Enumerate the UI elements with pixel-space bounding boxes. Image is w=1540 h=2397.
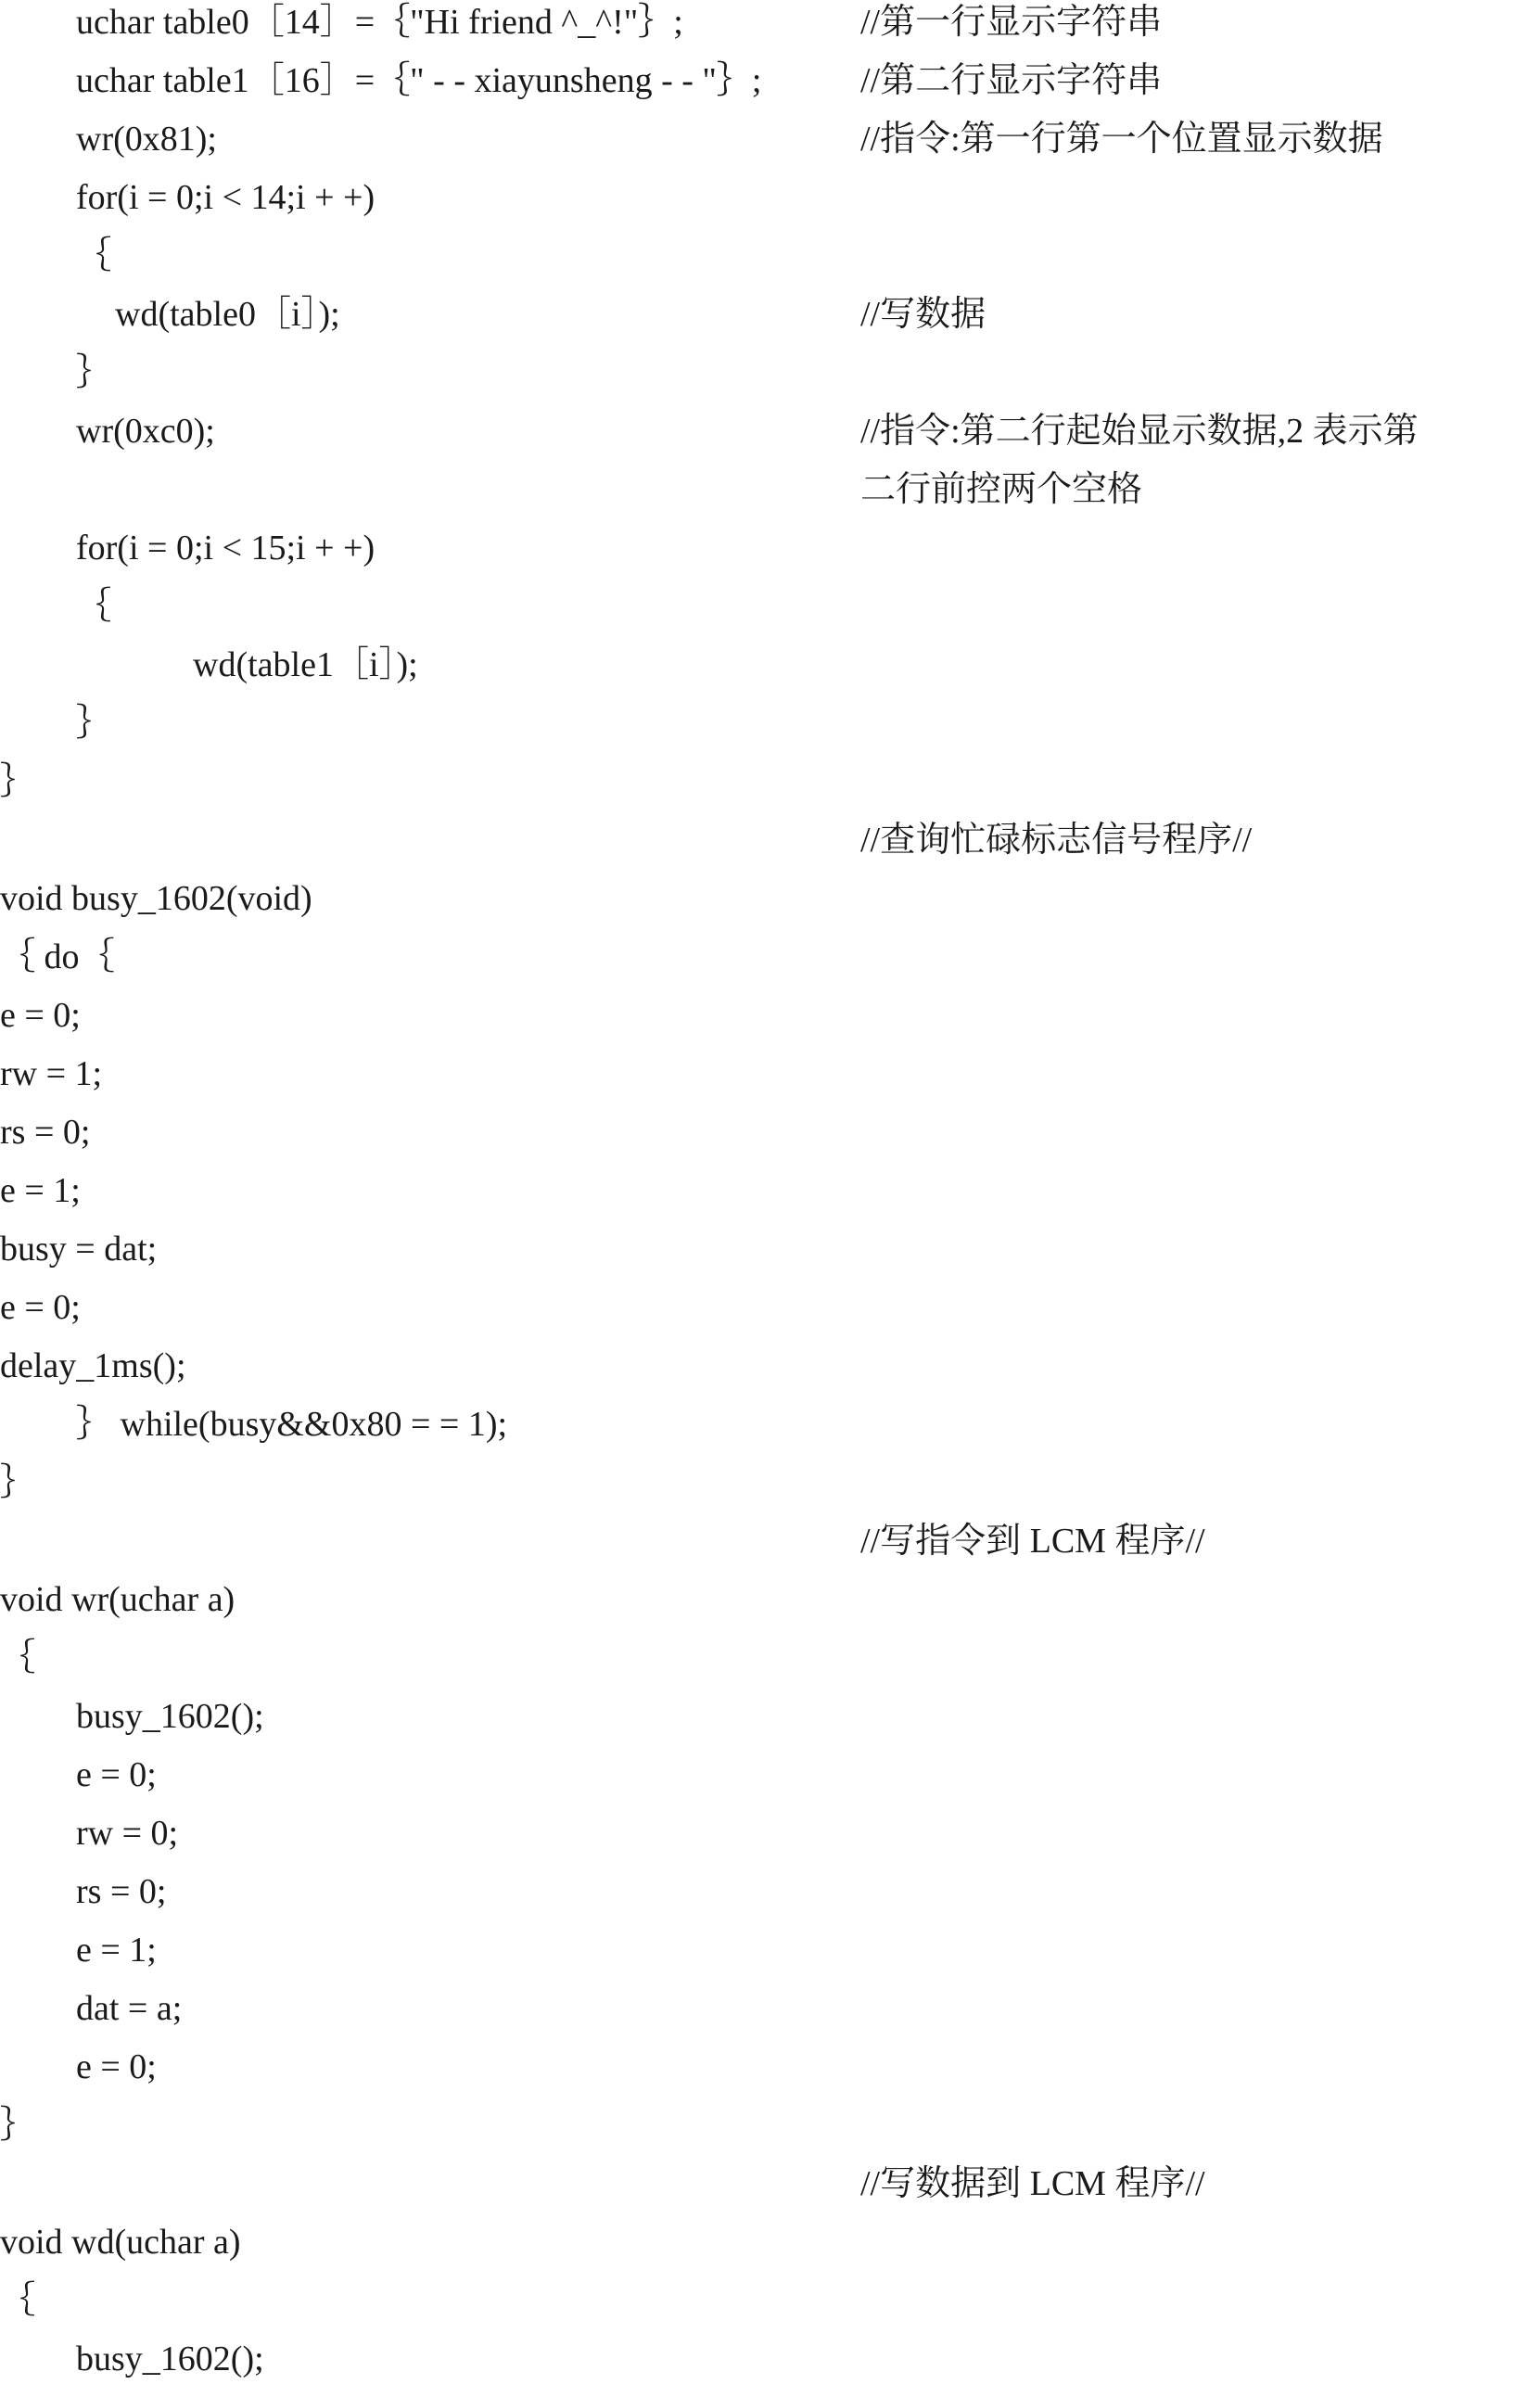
code-text: ｝ xyxy=(76,353,112,392)
code-text: ｛ xyxy=(0,2281,36,2320)
code-line xyxy=(0,878,1540,937)
code-line xyxy=(0,1930,1540,1988)
code-text: busy_1602(); xyxy=(76,1697,264,1736)
code-line xyxy=(0,586,1540,644)
code-line xyxy=(0,1638,1540,1696)
code-text: e = 0; xyxy=(0,996,81,1035)
code-text: for(i = 0;i < 15;i + +) xyxy=(76,529,375,567)
code-line xyxy=(0,177,1540,236)
code-text: void wr(uchar a) xyxy=(0,1580,235,1619)
code-line xyxy=(0,119,1540,177)
code-comment: //指令:第二行起始显示数据,2 表示第 xyxy=(860,412,1419,451)
code-line xyxy=(0,1754,1540,1813)
code-comment: //第二行显示字符串 xyxy=(860,61,1163,100)
code-line xyxy=(0,528,1540,586)
code-text: delay_1ms(); xyxy=(0,1346,186,1385)
code-text: e = 1; xyxy=(0,1171,81,1210)
code-text: void wd(uchar a) xyxy=(0,2223,241,2262)
code-text: wd(table1［i］); xyxy=(193,645,418,684)
code-text: rs = 0; xyxy=(0,1113,91,1152)
code-line xyxy=(0,60,1540,119)
code-text: e = 0; xyxy=(76,1755,157,1794)
code-comment: 二行前控两个空格 xyxy=(860,470,1143,509)
code-comment: //写数据 xyxy=(860,295,986,334)
code-line xyxy=(0,411,1540,469)
code-line xyxy=(0,1988,1540,2046)
code-text: rs = 0; xyxy=(76,1872,167,1911)
code-line xyxy=(0,1696,1540,1754)
code-line xyxy=(0,2105,1540,2163)
code-text: wd(table0［i］); xyxy=(115,295,340,334)
code-text: busy = dat; xyxy=(0,1230,158,1269)
code-text: rw = 0; xyxy=(76,1814,179,1853)
code-line xyxy=(0,352,1540,411)
code-line xyxy=(0,2046,1540,2105)
code-line xyxy=(0,703,1540,761)
code-line xyxy=(0,1287,1540,1345)
code-text: uchar table0［14］=｛"Hi friend ^_^!"｝; xyxy=(76,3,683,42)
code-line xyxy=(0,1229,1540,1287)
code-text: ｛ do｛ xyxy=(0,937,115,976)
code-comment: //写数据到 LCM 程序// xyxy=(860,2164,1205,2203)
code-comment: //第一行显示字符串 xyxy=(860,3,1163,42)
code-text: wr(0x81); xyxy=(76,120,217,159)
code-line xyxy=(0,1462,1540,1521)
code-text: ｝ while(busy&&0x80 = = 1); xyxy=(76,1405,508,1444)
code-text: ｝ xyxy=(0,1463,36,1502)
code-line xyxy=(0,1053,1540,1112)
code-line xyxy=(0,469,1540,528)
code-line xyxy=(0,1170,1540,1229)
code-comment: //查询忙碌标志信号程序// xyxy=(860,821,1253,860)
code-text: void busy_1602(void) xyxy=(0,879,312,918)
code-line xyxy=(0,2,1540,60)
code-text: ｛ xyxy=(76,587,112,626)
code-text: for(i = 0;i < 14;i + +) xyxy=(76,178,375,217)
code-line xyxy=(0,1404,1540,1462)
code-comment: //指令:第一行第一个位置显示数据 xyxy=(860,120,1383,159)
code-line xyxy=(0,2280,1540,2339)
code-line xyxy=(0,1871,1540,1930)
code-line xyxy=(0,1579,1540,1638)
code-text: busy_1602(); xyxy=(76,2340,264,2378)
code-text: e = 0; xyxy=(0,1288,81,1327)
code-text: ｛ xyxy=(0,1638,36,1677)
code-line xyxy=(0,294,1540,352)
code-line xyxy=(0,1521,1540,1579)
code-line xyxy=(0,644,1540,703)
code-text: ｛ xyxy=(76,236,112,275)
code-text: uchar table1［16］=｛" - - xiayunsheng - - "｝; xyxy=(76,61,762,100)
code-line xyxy=(0,2222,1540,2280)
code-line xyxy=(0,820,1540,878)
code-text: ｝ xyxy=(0,2106,36,2145)
code-line xyxy=(0,2163,1540,2222)
code-line xyxy=(0,761,1540,820)
code-text: e = 1; xyxy=(76,1931,157,1970)
code-text: dat = a; xyxy=(76,1989,183,2028)
code-text: e = 0; xyxy=(76,2047,157,2086)
code-line xyxy=(0,2339,1540,2397)
code-text: ｝ xyxy=(0,762,36,801)
code-line xyxy=(0,995,1540,1053)
code-text: ｝ xyxy=(76,704,112,743)
code-line xyxy=(0,236,1540,294)
code-text: rw = 1; xyxy=(0,1054,103,1093)
code-text: wr(0xc0); xyxy=(76,412,215,451)
code-line xyxy=(0,937,1540,995)
code-line xyxy=(0,1345,1540,1404)
code-line xyxy=(0,1813,1540,1871)
code-line xyxy=(0,1112,1540,1170)
code-comment: //写指令到 LCM 程序// xyxy=(860,1522,1205,1561)
